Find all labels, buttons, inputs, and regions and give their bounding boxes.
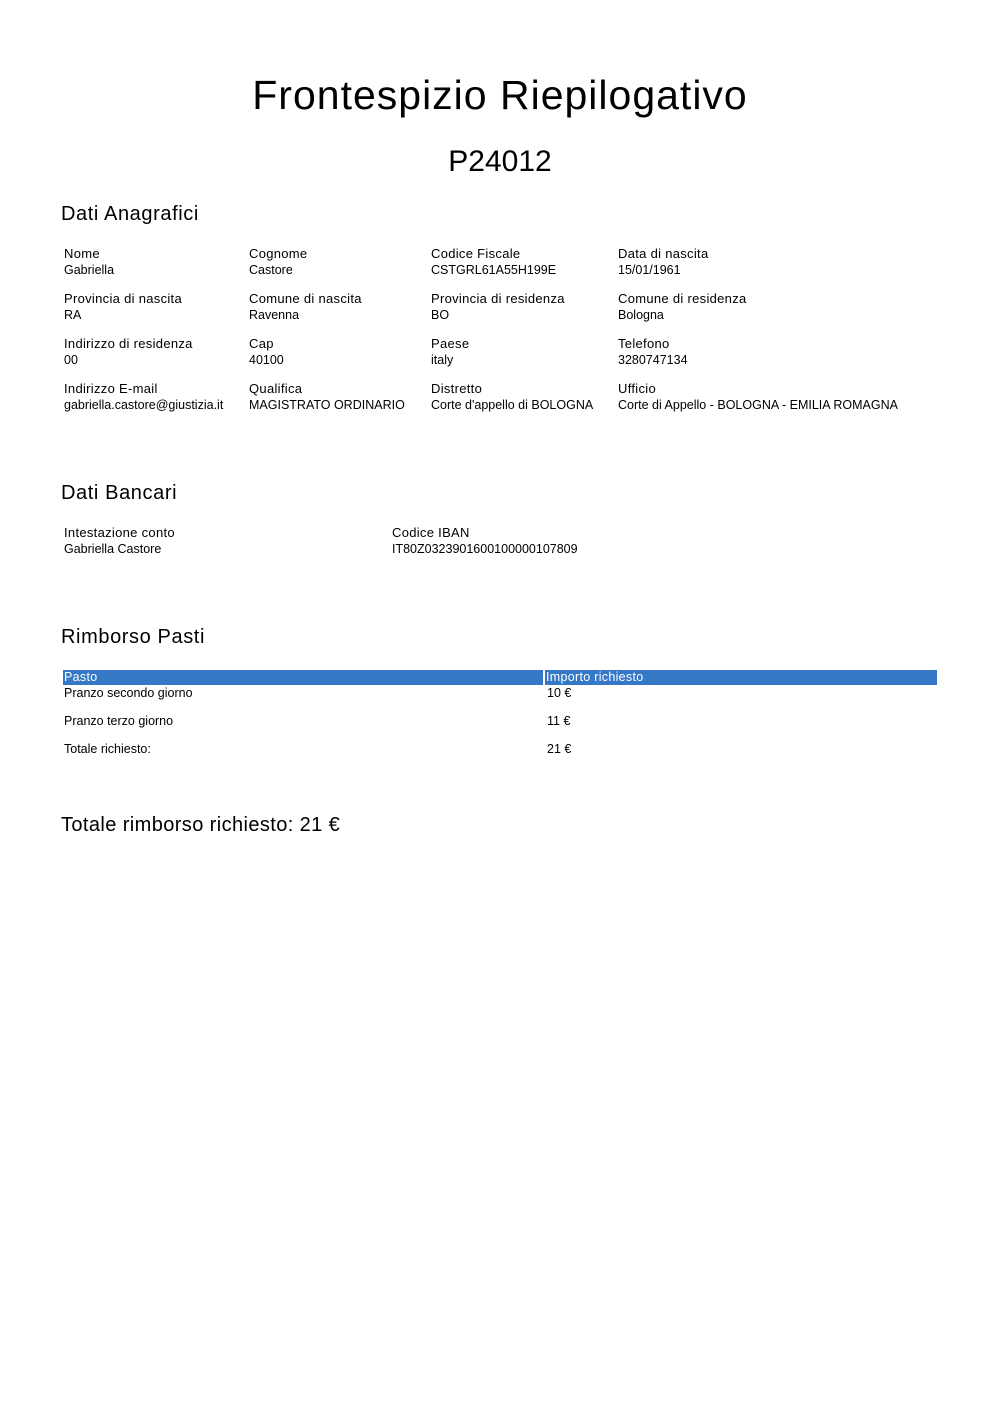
field-label: Intestazione conto [64,525,175,540]
field-value: 15/01/1961 [618,263,681,277]
field-value: BO [431,308,450,322]
column-header-pasto: Pasto [63,670,543,685]
field-label: Nome [64,246,100,261]
meal-table-header [63,670,937,685]
field-value: IT80Z0323901600100000107809 [392,542,578,556]
field-value: Ravenna [249,308,300,322]
field-value: italy [431,353,454,367]
field-value: Gabriella Castore [64,542,162,556]
cell-pasto: Pranzo secondo giorno [64,686,193,700]
field-value: Corte d'appello di BOLOGNA [431,398,594,412]
field-ufficio [618,381,978,414]
field-intestazione-conto [64,525,424,558]
field-label: Provincia di nascita [64,291,182,306]
table-row [64,684,936,702]
field-value: Gabriella [64,263,115,277]
field-label: Codice IBAN [392,525,470,540]
field-label: Codice Fiscale [431,246,521,261]
field-comune-residenza [618,291,978,324]
field-value: Castore [249,263,293,277]
cell-importo: 21 € [547,742,572,756]
field-label: Indirizzo di residenza [64,336,193,351]
cell-pasto: Pranzo terzo giorno [64,714,174,728]
field-value: CSTGRL61A55H199E [431,263,557,277]
field-value: RA [64,308,82,322]
cell-importo: 11 € [547,714,571,728]
field-label: Cap [249,336,274,351]
section-title-bancari: Dati Bancari [61,482,178,504]
field-value: Corte di Appello - BOLOGNA - EMILIA ROMAGNA [618,398,898,412]
field-label: Comune di residenza [618,291,747,306]
document-title: Frontespizio Riepilogativo [252,72,748,118]
field-label: Telefono [618,336,670,351]
field-telefono [618,336,978,369]
field-label: Ufficio [618,381,656,396]
table-row-total [64,740,936,758]
field-value: 40100 [249,353,284,367]
section-title-anagrafici: Dati Anagrafici [61,203,199,225]
field-label: Comune di nascita [249,291,362,306]
field-label: Paese [431,336,470,351]
field-value: Bologna [618,308,664,322]
field-label: Cognome [249,246,308,261]
field-label: Data di nascita [618,246,709,261]
section-title-pasti: Rimborso Pasti [61,626,205,648]
field-label: Distretto [431,381,483,396]
cell-importo: 10 € [547,686,572,700]
field-label: Qualifica [249,381,303,396]
field-codice-iban [392,525,752,558]
cell-pasto: Totale richiesto: [64,742,151,756]
field-value: 3280747134 [618,353,688,367]
field-value: MAGISTRATO ORDINARIO [249,398,405,412]
field-label: Indirizzo E-mail [64,381,158,396]
column-header-importo: Importo richiesto [545,670,937,685]
document-code: P24012 [448,145,552,178]
table-row [64,712,936,730]
field-label: Provincia di residenza [431,291,565,306]
grand-total: Totale rimborso richiesto: 21 € [61,814,341,836]
field-value: 00 [64,353,78,367]
field-value: gabriella.castore@giustizia.it [64,398,224,412]
field-data-nascita [618,246,978,279]
